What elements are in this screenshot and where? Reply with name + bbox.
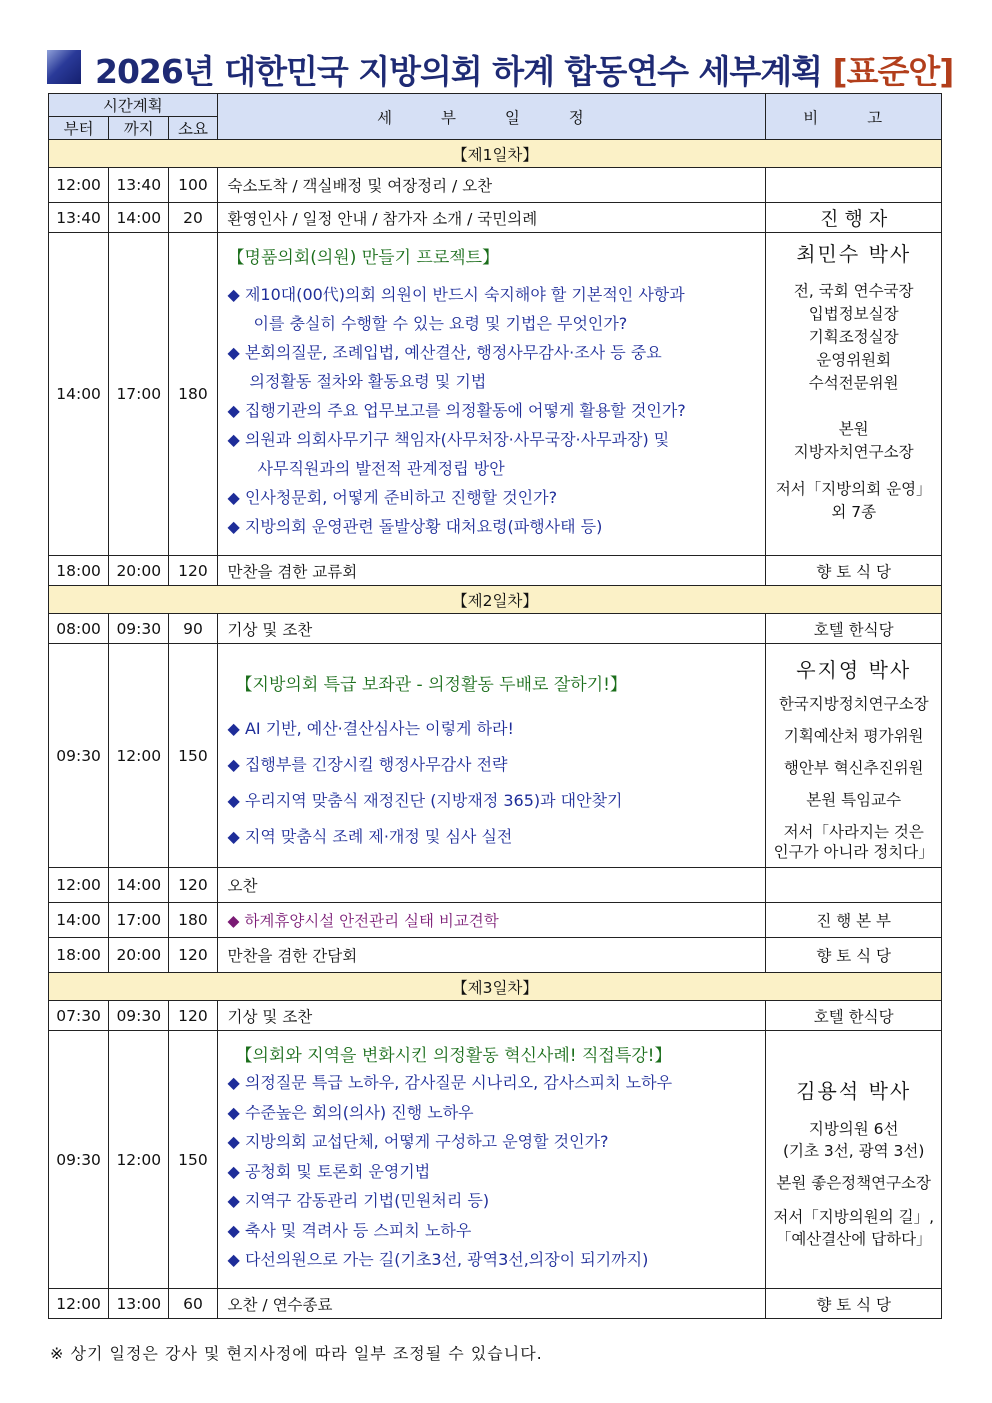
bullet-item: ◆ 공청회 및 토론회 운영기법 <box>227 1161 431 1181</box>
schedule-table <box>48 93 942 1319</box>
note-cell: 향 토 식 당 <box>766 938 942 973</box>
lecturer-line: 기획조정실장 <box>808 328 899 346</box>
bullet-item: ◆ 인사청문회, 어떻게 준비하고 진행할 것인가? <box>227 488 558 507</box>
time-from: 14:00 <box>49 233 109 556</box>
schedule-item: 오찬 / 연수종료 <box>217 1289 766 1319</box>
header-to: 까지 <box>109 117 169 140</box>
note-cell <box>766 868 942 903</box>
table-row <box>49 868 942 903</box>
time-from: 07:30 <box>49 1001 109 1031</box>
time-to: 17:00 <box>109 233 169 556</box>
schedule-item: 만찬을 겸한 간담회 <box>217 938 766 973</box>
session-title: 【의회와 지역을 변화시킨 의정활동 혁신사례! 직접특강!】 <box>235 1046 672 1066</box>
duration: 150 <box>169 1031 217 1289</box>
lecturer-name: 우지영 박사 <box>796 658 912 682</box>
lecturer-line: 외 7종 <box>831 503 877 521</box>
bullet-item-cont: 사무직원과의 발전적 관계정립 방안 <box>257 459 505 478</box>
schedule-item: 오찬 <box>217 868 766 903</box>
day-label: 【제1일차】 <box>49 140 942 168</box>
time-to: 14:00 <box>109 868 169 903</box>
lecturer-line: 인구가 아니라 정치다」 <box>773 843 934 861</box>
header-time-plan: 시간계획 <box>49 94 218 117</box>
duration: 120 <box>169 556 217 586</box>
table-row <box>49 614 942 644</box>
lecturer-line: 저서「지방의원의 길」, <box>773 1207 934 1226</box>
note-cell: 호텔 한식당 <box>766 1001 942 1031</box>
note-cell: 호텔 한식당 <box>766 614 942 644</box>
header-duration: 소요 <box>169 117 217 140</box>
table-row <box>49 1289 942 1319</box>
time-from: 14:00 <box>49 903 109 938</box>
duration: 120 <box>169 938 217 973</box>
duration: 100 <box>169 168 217 203</box>
time-to: 14:00 <box>109 203 169 233</box>
bullet-item: ◆ 지역구 감동관리 기법(민원처리 등) <box>227 1191 490 1210</box>
time-to: 20:00 <box>109 556 169 586</box>
bullet-item: ◆ 제10대(00代)의회 의원이 반드시 숙지해야 할 기본적인 사항과 <box>227 285 685 304</box>
duration: 180 <box>169 903 217 938</box>
page-title <box>95 46 953 93</box>
table-row <box>49 1031 942 1289</box>
table-row <box>49 168 942 203</box>
title-main: 2026년 대한민국 지방의회 하계 합동연수 세부계획 <box>95 52 822 91</box>
session-bullets <box>228 1068 758 1275</box>
time-to: 20:00 <box>109 938 169 973</box>
note-cell: 진 행 자 <box>766 203 942 233</box>
day-label: 【제2일차】 <box>49 586 942 614</box>
bullet-item: ◆ 집행기관의 주요 업무보고를 의정활동에 어떻게 활용할 것인가? <box>227 401 686 420</box>
bullet-item: ◆ 지역 맞춤식 조례 제·개정 및 심사 실전 <box>227 827 513 846</box>
time-from: 08:00 <box>49 614 109 644</box>
schedule-item: 만찬을 겸한 교류회 <box>217 556 766 586</box>
table-row <box>49 938 942 973</box>
schedule-item: 환영인사 / 일정 안내 / 참가자 소개 / 국민의례 <box>217 203 766 233</box>
time-from: 13:40 <box>49 203 109 233</box>
time-to: 13:40 <box>109 168 169 203</box>
time-from: 18:00 <box>49 556 109 586</box>
bullet-item-cont: 이를 충실히 수행할 수 있는 요령 및 기법은 무엇인가? <box>253 314 628 333</box>
time-from: 09:30 <box>49 1031 109 1289</box>
schedule-item: ◆ 하계휴양시설 안전관리 실태 비교견학 <box>217 903 766 938</box>
duration: 60 <box>169 1289 217 1319</box>
bullet-item: ◆ 우리지역 맞춤식 재정진단 (지방재정 365)과 대안찾기 <box>227 791 623 810</box>
session-block <box>217 1031 766 1289</box>
schedule-item: 숙소도착 / 객실배정 및 여장정리 / 오찬 <box>217 168 766 203</box>
session-bullets <box>228 280 758 541</box>
duration: 120 <box>169 868 217 903</box>
session-block <box>217 233 766 556</box>
bullet-item: ◆ 본회의질문, 조례입법, 예산결산, 행정사무감사·조사 등 중요 <box>227 343 662 362</box>
schedule-item: 기상 및 조찬 <box>217 1001 766 1031</box>
lecturer-line: 운영위원회 <box>816 351 892 369</box>
lecturer-line: 전, 국회 연수국장 <box>793 282 914 300</box>
page-title-block <box>47 44 954 91</box>
header-from: 부터 <box>49 117 109 140</box>
time-from: 12:00 <box>49 868 109 903</box>
lecturer-line: 저서「사라지는 것은 <box>783 823 924 841</box>
note-cell: 향 토 식 당 <box>766 1289 942 1319</box>
session-bullets <box>228 711 758 855</box>
duration: 20 <box>169 203 217 233</box>
table-row <box>49 233 942 556</box>
bullet-item: ◆ 지방의회 운영관련 돌발상황 대처요령(파행사태 등) <box>227 517 603 536</box>
bullet-item: ◆ 축사 및 격려사 등 스피치 노하우 <box>227 1220 472 1240</box>
table-row <box>49 556 942 586</box>
header-schedule: 세 부 일 정 <box>217 94 766 140</box>
time-to: 09:30 <box>109 1001 169 1031</box>
duration: 180 <box>169 233 217 556</box>
time-to: 17:00 <box>109 903 169 938</box>
lecturer-cell <box>766 644 942 868</box>
duration: 90 <box>169 614 217 644</box>
lecturer-line: 한국지방정치연구소장 <box>778 695 929 713</box>
lecturer-line: 저서「지방의회 운영」 <box>775 480 932 498</box>
duration: 150 <box>169 644 217 868</box>
time-from: 12:00 <box>49 168 109 203</box>
bullet-item: ◆ 집행부를 긴장시킬 행정사무감사 전략 <box>227 755 508 774</box>
table-row <box>49 1001 942 1031</box>
bullet-item: ◆ 다선의원으로 가는 길(기초3선, 광역3선,의장이 되기까지) <box>227 1250 649 1269</box>
table-row <box>49 644 942 868</box>
lecturer-line: 지방자치연구소장 <box>793 443 914 461</box>
table-row <box>49 903 942 938</box>
session-title: 【지방의회 특급 보좌관 - 의정활동 두배로 잘하기!】 <box>235 675 627 695</box>
time-to: 09:30 <box>109 614 169 644</box>
header-row <box>49 94 942 117</box>
table-row <box>49 203 942 233</box>
note-cell <box>766 168 942 203</box>
time-from: 12:00 <box>49 1289 109 1319</box>
lecturer-cell <box>766 1031 942 1289</box>
bullet-item: ◆ AI 기반, 예산·결산심사는 이렇게 하라! <box>227 719 514 738</box>
lecturer-line: 본원 특임교수 <box>806 791 902 809</box>
lecturer-name: 김용석 박사 <box>796 1078 912 1103</box>
lecturer-line: 수석전문위원 <box>808 374 899 392</box>
note-cell: 진 행 본 부 <box>766 903 942 938</box>
lecturer-line: 기획예산처 평가위원 <box>783 727 924 745</box>
lecturer-line: 「예산결산에 답하다」 <box>775 1229 932 1248</box>
schedule-item: 기상 및 조찬 <box>217 614 766 644</box>
bullet-item: ◆ 의정질문 특급 노하우, 감사질문 시나리오, 감사스피치 노하우 <box>227 1073 673 1092</box>
bullet-item-cont: 의정활동 절차와 활동요령 및 기법 <box>249 372 487 391</box>
time-from: 09:30 <box>49 644 109 868</box>
time-from: 18:00 <box>49 938 109 973</box>
lecturer-line: 입법정보실장 <box>808 305 899 323</box>
lecturer-cell <box>766 233 942 556</box>
lecturer-line: 행안부 혁신추진위원 <box>783 759 924 777</box>
time-to: 12:00 <box>109 1031 169 1289</box>
title-square-icon <box>47 50 81 84</box>
lecturer-line: 본원 <box>838 420 869 438</box>
time-to: 12:00 <box>109 644 169 868</box>
header-note: 비 고 <box>766 94 942 140</box>
title-standard: [표준안] <box>832 52 954 91</box>
bullet-item: ◆ 수준높은 회의(의사) 진행 노하우 <box>227 1102 474 1122</box>
lecturer-line: (기초 3선, 광역 3선) <box>783 1141 925 1160</box>
lecturer-line: 본원 좋은정책연구소장 <box>776 1173 932 1192</box>
session-block <box>217 644 766 868</box>
bullet-item: ◆ 지방의회 교섭단체, 어떻게 구성하고 운영할 것인가? <box>227 1132 609 1151</box>
lecturer-name: 최민수 박사 <box>796 242 912 266</box>
lecturer-line: 지방의원 6선 <box>808 1119 899 1138</box>
day-label: 【제3일차】 <box>49 973 942 1001</box>
session-title: 【명품의회(의원) 만들기 프로젝트】 <box>227 248 500 268</box>
bullet-item: ◆ 의원과 의회사무기구 책임자(사무처장·사무국장·사무과장) 및 <box>227 430 670 449</box>
footer-note: ※ 상기 일정은 강사 및 현지사정에 따라 일부 조정될 수 있습니다. <box>50 1344 543 1363</box>
duration: 120 <box>169 1001 217 1031</box>
time-to: 13:00 <box>109 1289 169 1319</box>
note-cell: 향 토 식 당 <box>766 556 942 586</box>
